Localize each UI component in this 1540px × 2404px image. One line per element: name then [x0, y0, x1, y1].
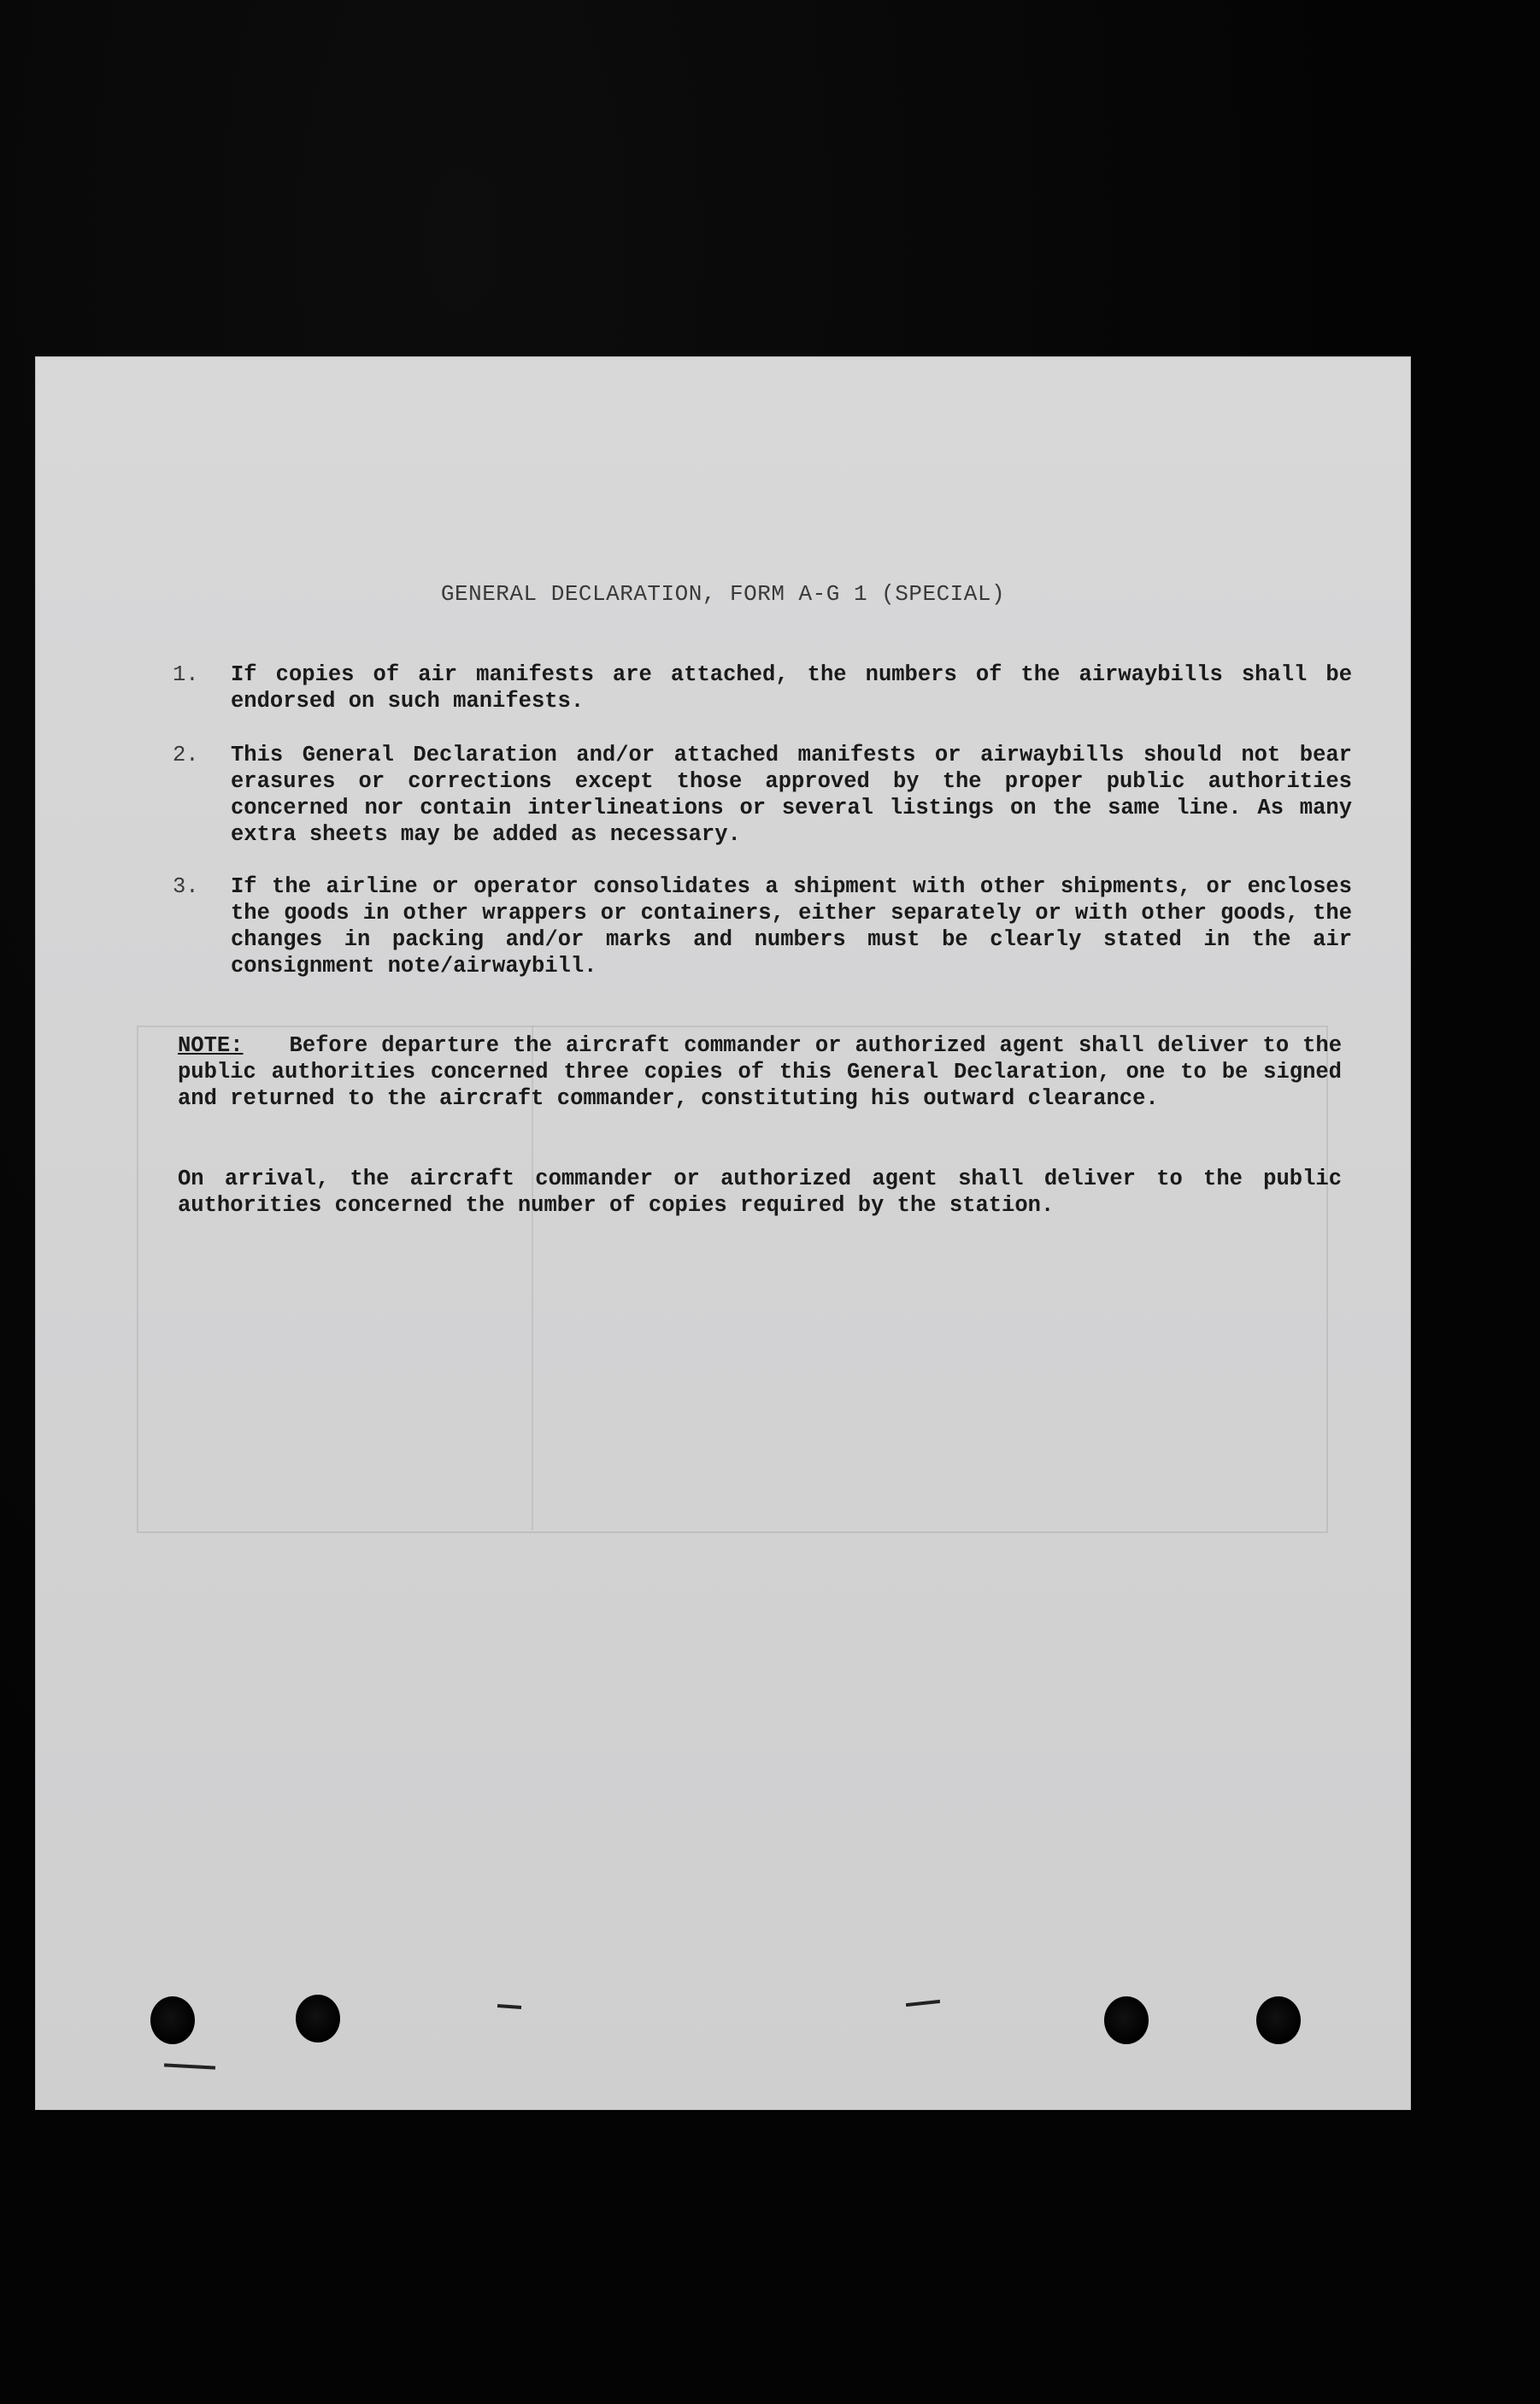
pencil-mark [164, 2063, 215, 2069]
note-text: Before departure the aircraft commander or authorized agent shall deliver to the public authorities concerned three copies of this General Declaration, one to be signed and returned to the aircraft commander, constituting his outward clearance. [178, 1033, 1342, 1111]
punch-hole-right-1 [1104, 1996, 1149, 2044]
document-page [36, 357, 1410, 2109]
page-title: GENERAL DECLARATION, FORM A-G 1 (SPECIAL) [440, 581, 1006, 607]
pencil-mark [497, 2004, 521, 2009]
item-text: If copies of air manifests are attached, the numbers of the airwaybills shall be endorsed on such manifests. [231, 662, 1352, 714]
departure-note [178, 1032, 1342, 1112]
item-text: If the airline or operator consolidates a shipment with other shipments, or encloses the goods in other wrappers or containers, either separately or with other goods, the changes in packing and/or marks and numbers must be clearly stated in the air consignment note/airwaybill. [231, 874, 1352, 979]
arrival-note: On arrival, the aircraft commander or authorized agent shall deliver to the public authorities concerned the number of copies required by the station. [178, 1167, 1342, 1218]
pencil-mark [906, 2000, 940, 2007]
note-label: NOTE: [178, 1033, 244, 1058]
item-number: 2. [173, 743, 199, 767]
item-number: 3. [173, 874, 199, 899]
item-number: 1. [173, 662, 199, 687]
instruction-item-1 [173, 661, 1352, 714]
instruction-item-2 [173, 742, 1352, 848]
instruction-item-3 [173, 873, 1352, 979]
item-text: This General Declaration and/or attached manifests or airwaybills should not bear erasures or corrections except those approved by the proper public authorities concerned nor contain interlineations or several listings on the same line. As many extra sheets may be added as necessary. [231, 743, 1352, 847]
punch-hole-left-1 [150, 1996, 195, 2044]
punch-hole-right-2 [1256, 1996, 1301, 2044]
punch-hole-left-2 [296, 1995, 340, 2043]
